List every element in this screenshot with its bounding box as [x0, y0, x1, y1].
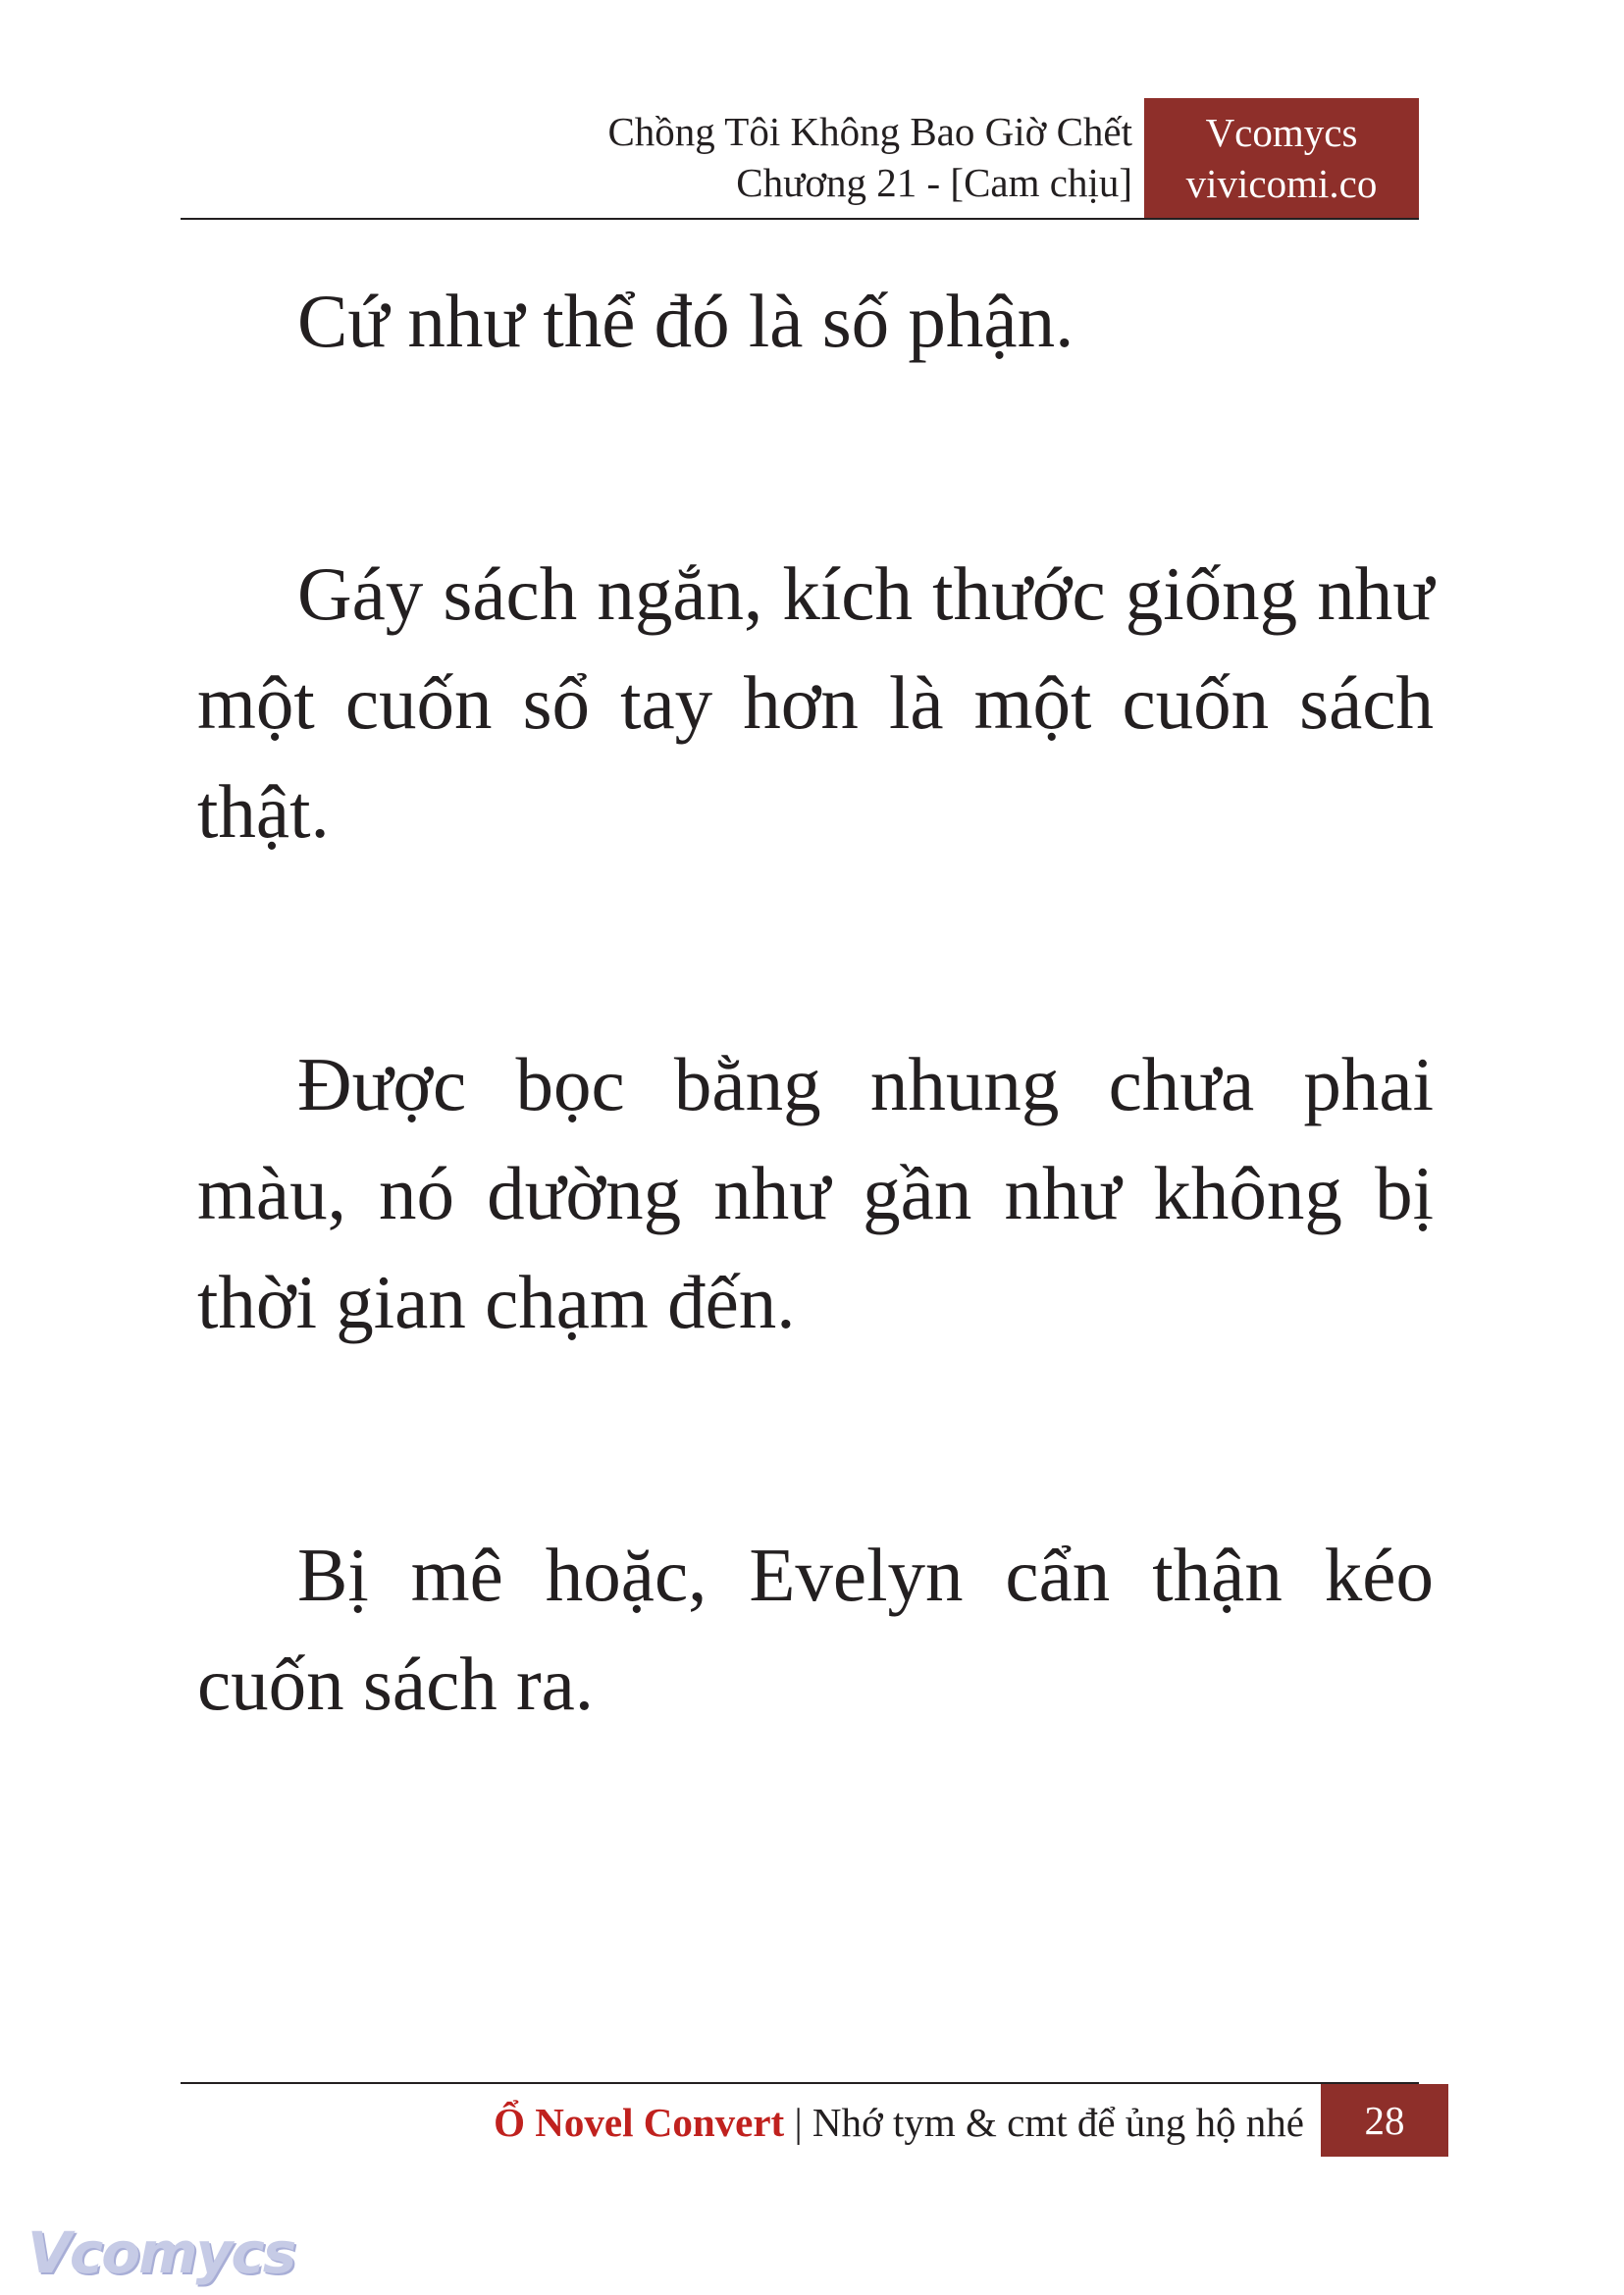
- watermark-logo: Vcomycs: [27, 2219, 295, 2286]
- header-titles: [607, 106, 1132, 208]
- footer-separator: |: [784, 2100, 812, 2145]
- footer-message: Nhớ tym & cmt để ủng hộ nhé: [812, 2100, 1304, 2145]
- paragraph: Gáy sách ngắn, kích thước giống như một cuốn sổ tay hơn là một cuốn sách thật.: [197, 551, 1434, 854]
- footer-brand: Ổ Novel Convert: [494, 2100, 785, 2145]
- header-divider: [181, 218, 1419, 220]
- chapter-title: Chương 21 - [Cam chịu]: [736, 160, 1132, 205]
- page-content: [197, 267, 1434, 1903]
- paragraph: Cứ như thể đó là số phận.: [297, 279, 1074, 363]
- footer-text: [494, 2093, 1304, 2152]
- book-title: Chồng Tôi Không Bao Giờ Chết: [607, 109, 1132, 154]
- site-name: Vcomycs: [1205, 110, 1358, 155]
- page-number: 28: [1321, 2084, 1448, 2157]
- paragraph: Được bọc bằng nhung chưa phai màu, nó dường như gần như không bị thời gian chạm đến.: [197, 1042, 1434, 1344]
- paragraph: Bị mê hoặc, Evelyn cẩn thận kéo cuốn sách ra.: [197, 1533, 1434, 1726]
- site-badge: [1144, 98, 1419, 220]
- footer-divider: [181, 2082, 1419, 2084]
- site-domain: vivicomi.co: [1185, 161, 1378, 206]
